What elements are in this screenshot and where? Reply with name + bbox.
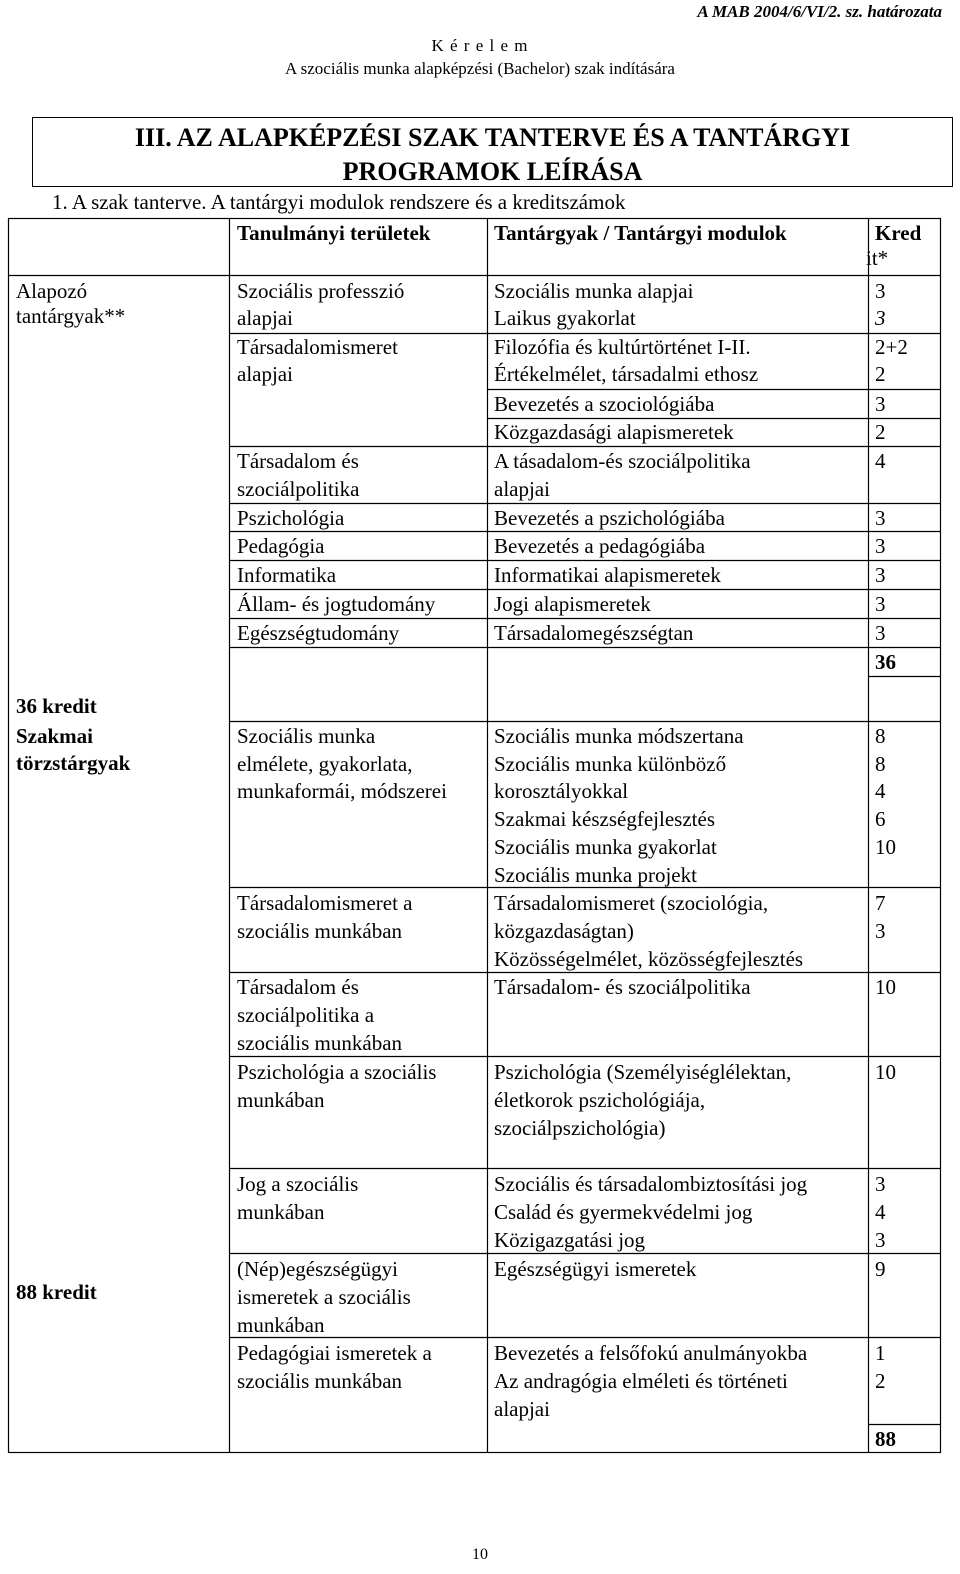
subject-label: életkorok pszichológiája, bbox=[494, 1088, 706, 1112]
area-label: Jog a szociális bbox=[237, 1172, 359, 1196]
section-title-line1: III. AZ ALAPKÉPZÉSI SZAK TANTERVE ÉS A TANTÁRGYI bbox=[134, 123, 851, 152]
page-number: 10 bbox=[472, 1546, 488, 1563]
col-header-area: Tanulmányi területek bbox=[237, 221, 431, 245]
credit-value: 3 bbox=[875, 392, 886, 416]
credit-value: 9 bbox=[875, 1257, 886, 1281]
area-label: ismeretek a szociális bbox=[237, 1285, 411, 1309]
area-label: (Nép)egészségügyi bbox=[237, 1257, 398, 1281]
credit-value: 4 bbox=[875, 1200, 886, 1224]
credit-value: 3 bbox=[875, 306, 886, 330]
subject-label: Társadalom- és szociálpolitika bbox=[494, 975, 751, 999]
credit-value: 3 bbox=[875, 592, 886, 616]
area-label: Társadalom és bbox=[237, 975, 359, 999]
col-header-credit: Kred bbox=[875, 221, 922, 245]
subject-label: Közösségelmélet, közösségfejlesztés bbox=[494, 947, 804, 971]
subject-label: Szociális munka projekt bbox=[494, 863, 697, 887]
area-label: munkaformái, módszerei bbox=[237, 779, 447, 803]
credit-value: 3 bbox=[875, 563, 886, 587]
credit-value: 3 bbox=[875, 279, 886, 303]
subject-label: közgazdaságtan) bbox=[494, 919, 634, 943]
credit-value: 3 bbox=[875, 1172, 886, 1196]
subject-label: Jogi alapismeretek bbox=[494, 592, 651, 616]
area-label: Informatika bbox=[237, 563, 337, 587]
area-label: Pedagógiai ismeretek a bbox=[237, 1341, 432, 1365]
subject-label: Pszichológia (Személyiséglélektan, bbox=[494, 1060, 792, 1084]
credit-value: 10 bbox=[875, 975, 896, 999]
area-label: szociálpolitika a bbox=[237, 1003, 375, 1027]
credit-value: 7 bbox=[875, 891, 886, 915]
area-label: elmélete, gyakorlata, bbox=[237, 752, 413, 776]
subject-label: Laikus gyakorlat bbox=[494, 306, 636, 330]
credit-core-sum: 88 bbox=[875, 1427, 896, 1451]
section-subheading: 1. A szak tanterve. A tantárgyi modulok rendszere és a kreditszámok bbox=[52, 190, 626, 214]
area-label: szociális munkában bbox=[237, 1031, 403, 1055]
area-label: szociális munkában bbox=[237, 919, 403, 943]
subject-label: Bevezetés a pedagógiába bbox=[494, 534, 706, 558]
col-header-credit-cont: it* bbox=[866, 246, 889, 270]
credit-value: 2 bbox=[875, 362, 886, 386]
subject-label: Társadalomegészségtan bbox=[494, 621, 694, 645]
group-core-total: 88 kredit bbox=[16, 1280, 97, 1304]
subject-label: Filozófia és kultúrtörténet I-II. bbox=[494, 335, 751, 359]
area-label: Társadalomismeret a bbox=[237, 891, 413, 915]
credit-value: 2+2 bbox=[875, 335, 908, 359]
area-label: Pedagógia bbox=[237, 534, 325, 558]
area-label: Egészségtudomány bbox=[237, 621, 400, 645]
subject-label: Szociális munka alapjai bbox=[494, 279, 694, 303]
subject-label: Közgazdasági alapismeretek bbox=[494, 420, 734, 444]
credit-value: 2 bbox=[875, 420, 886, 444]
subject-label: Szociális munka gyakorlat bbox=[494, 835, 717, 859]
group-core-label-cont: törzstárgyak bbox=[16, 751, 131, 775]
group-basic-label-cont: tantárgyak** bbox=[16, 304, 126, 328]
credit-value: 6 bbox=[875, 807, 886, 831]
credit-value: 10 bbox=[875, 835, 896, 859]
subject-label: alapjai bbox=[494, 477, 550, 501]
subject-label: Bevezetés a felsőfokú anulmányokba bbox=[494, 1341, 808, 1365]
subject-label: Az andragógia elméleti és történeti bbox=[494, 1369, 788, 1393]
credit-value: 10 bbox=[875, 1060, 896, 1084]
credit-value: 1 bbox=[875, 1341, 886, 1365]
area-label: Társadalom és bbox=[237, 449, 359, 473]
area-label: szociális munkában bbox=[237, 1369, 403, 1393]
credit-value: 3 bbox=[875, 621, 886, 645]
area-label: szociálpolitika bbox=[237, 477, 360, 501]
credit-value: 4 bbox=[875, 779, 886, 803]
request-subtitle: A szociális munka alapképzési (Bachelor) szak indítására bbox=[285, 59, 675, 78]
subject-label: alapjai bbox=[494, 1397, 550, 1421]
request-title: K é r e l e m bbox=[431, 36, 529, 55]
subject-label: szociálpszichológia) bbox=[494, 1116, 666, 1140]
col-header-subjects: Tantárgyak / Tantárgyi modulok bbox=[494, 221, 787, 245]
area-label: Állam- és jogtudomány bbox=[237, 592, 436, 616]
section-title-line2: PROGRAMOK LEÍRÁSA bbox=[342, 157, 643, 186]
credit-value: 8 bbox=[875, 724, 886, 748]
area-label: munkában bbox=[237, 1088, 325, 1112]
credit-basic-sum: 36 bbox=[875, 650, 896, 674]
credit-value: 3 bbox=[875, 919, 886, 943]
area-label: Szociális munka bbox=[237, 724, 376, 748]
credit-value: 8 bbox=[875, 752, 886, 776]
group-core-label: Szakmai bbox=[16, 724, 94, 748]
credit-value: 4 bbox=[875, 449, 886, 473]
subject-label: korosztályokkal bbox=[494, 779, 629, 803]
subject-label: Szociális munka különböző bbox=[494, 752, 727, 776]
subject-label: Társadalomismeret (szociológia, bbox=[494, 891, 769, 915]
area-label: alapjai bbox=[237, 362, 293, 386]
subject-label: Család és gyermekvédelmi jog bbox=[494, 1200, 753, 1224]
credit-value: 3 bbox=[875, 534, 886, 558]
resolution-label: A MAB 2004/6/VI/2. sz. határozata bbox=[697, 2, 942, 21]
group-basic-label: Alapozó bbox=[16, 279, 88, 303]
subject-label: Egészségügyi ismeretek bbox=[494, 1257, 697, 1281]
group-basic-total: 36 kredit bbox=[16, 694, 97, 718]
area-label: alapjai bbox=[237, 306, 293, 330]
area-label: munkában bbox=[237, 1200, 325, 1224]
area-label: Pszichológia bbox=[237, 506, 345, 530]
subject-label: Bevezetés a pszichológiába bbox=[494, 506, 725, 530]
subject-label: Informatikai alapismeretek bbox=[494, 563, 721, 587]
area-label: Pszichológia a szociális bbox=[237, 1060, 437, 1084]
subject-label: Értékelmélet, társadalmi ethosz bbox=[494, 362, 759, 386]
subject-label: Szociális munka módszertana bbox=[494, 724, 744, 748]
subject-label: Szakmai készségfejlesztés bbox=[494, 807, 715, 831]
credit-value: 3 bbox=[875, 1228, 886, 1252]
area-label: munkában bbox=[237, 1313, 325, 1337]
subject-label: Bevezetés a szociológiába bbox=[494, 392, 715, 416]
area-label: Szociális professzió bbox=[237, 279, 405, 303]
subject-label: Közigazgatási jog bbox=[494, 1228, 646, 1252]
subject-label: Szociális és társadalombiztosítási jog bbox=[494, 1172, 808, 1196]
credit-value: 3 bbox=[875, 506, 886, 530]
credit-value: 2 bbox=[875, 1369, 886, 1393]
area-label: Társadalomismeret bbox=[237, 335, 398, 359]
subject-label: A tásadalom-és szociálpolitika bbox=[494, 449, 751, 473]
